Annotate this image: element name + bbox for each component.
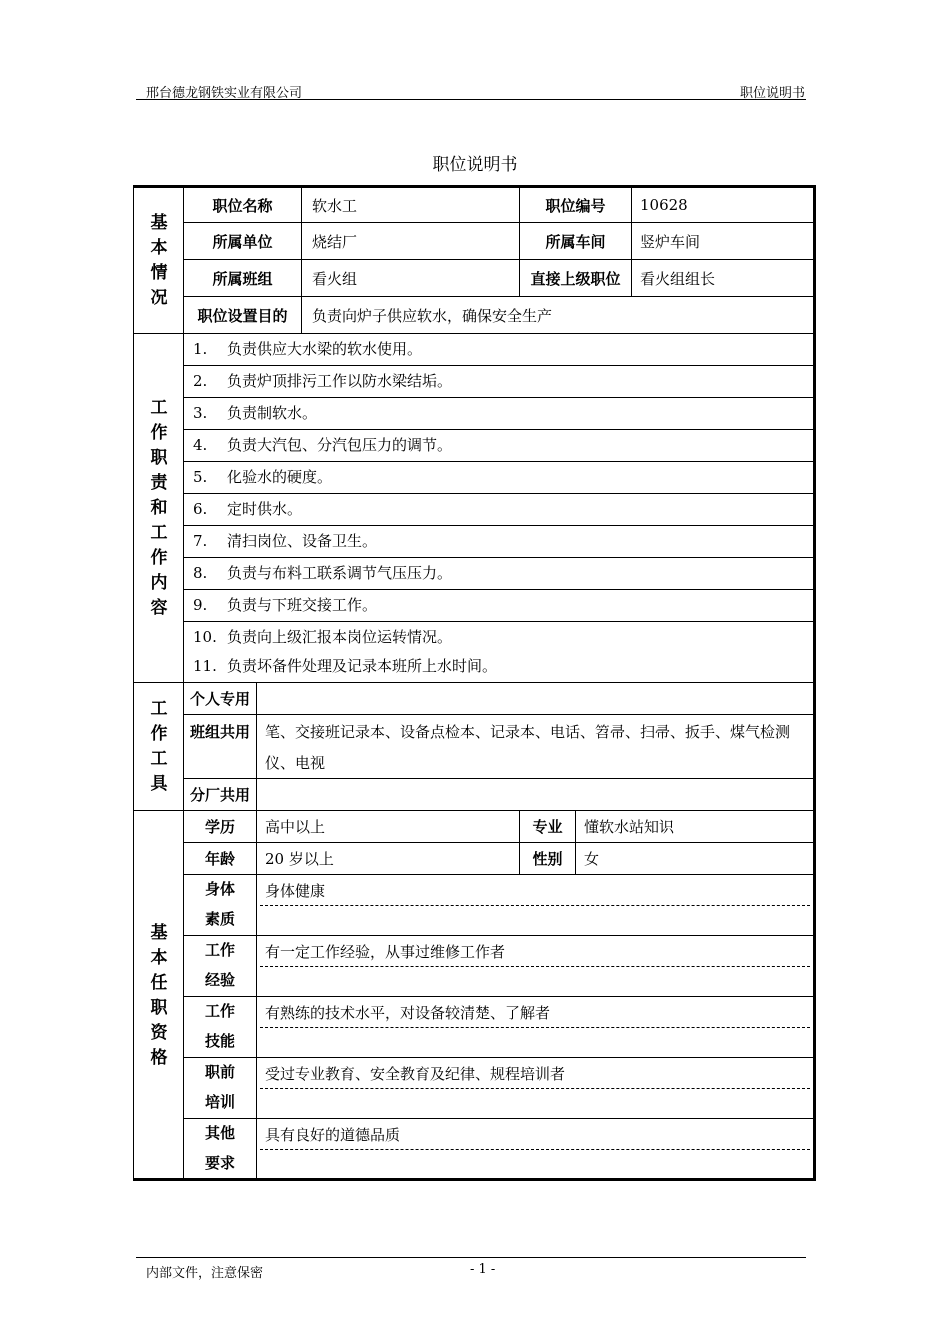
position-code: 10628 [640,196,688,214]
physical-label-1: 身体 [204,880,235,898]
duty-item: 10. 负责向上级汇报本岗位运转情况。 [193,628,453,646]
other-requirement: 具有良好的道德品质 [265,1125,401,1144]
duty-item: 8. 负责与布料工联系调节气压压力。 [193,564,453,582]
physical-label-2: 素质 [204,910,235,928]
purpose-label: 职位设置目的 [197,306,288,325]
education-label: 学历 [204,818,235,836]
tools-team-line1: 笔、交接班记录本、设备点检本、记录本、电话、笤帚、扫帚、扳手、煤气检测 [265,722,791,741]
tools-team-label: 班组共用 [189,722,250,741]
training-requirement: 受过专业教育、安全教育及纪律、规程培训者 [265,1064,566,1083]
duty-item: 5. 化验水的硬度。 [193,468,333,486]
header-rule [136,99,806,100]
superior-label: 直接上级职位 [530,269,621,288]
team: 看火组 [312,269,358,288]
skill-label-1: 工作 [204,1002,235,1020]
duty-item: 11. 负责坏备件处理及记录本班所上水时间。 [193,657,498,675]
section-basic-info: 基 本 情 况 [150,212,168,308]
footer-note: 内部文件，注意保密 [146,1266,264,1281]
purpose: 负责向炉子供应软水，确保安全生产 [312,306,553,325]
document-title: 职位说明书 [432,155,518,175]
major: 懂软水站知识 [584,818,675,836]
position-code-label: 职位编号 [545,196,606,215]
job-description-table [133,185,816,1181]
other-label-1: 其他 [204,1124,235,1142]
tools-plant-label: 分厂共用 [189,786,250,804]
duty-item: 1. 负责供应大水梁的软水使用。 [193,340,423,358]
position-name: 软水工 [312,196,358,215]
unit: 烧结厂 [312,232,358,251]
footer-rule [136,1257,806,1258]
page-number: - 1 - [470,1262,496,1277]
workshop-label: 所属车间 [545,232,606,251]
training-label-2: 培训 [204,1093,235,1111]
position-name-label: 职位名称 [212,196,273,215]
experience-requirement: 有一定工作经验，从事过维修工作者 [265,942,506,961]
skill-requirement: 有熟练的技术水平，对设备较清楚、了解者 [265,1003,551,1022]
unit-label: 所属单位 [212,232,273,251]
other-label-2: 要求 [204,1154,235,1172]
section-qualifications: 基 本 任 职 资 格 [150,923,168,1068]
duty-item: 6. 定时供水。 [193,500,303,518]
tools-team-line2: 仪、电视 [265,753,326,772]
superior: 看火组组长 [640,269,716,288]
experience-label-2: 经验 [204,971,235,989]
gender: 女 [584,850,600,868]
duty-item: 9. 负责与下班交接工作。 [193,596,378,614]
section-tools: 工 作 工 具 [150,698,168,794]
gender-label: 性别 [532,850,563,868]
age-label: 年龄 [204,850,235,868]
team-label: 所属班组 [212,269,273,288]
age: 20 岁以上 [265,850,334,868]
duty-item: 7. 清扫岗位、设备卫生。 [193,532,378,550]
physical-requirement: 身体健康 [265,881,326,900]
major-label: 专业 [532,818,563,836]
header-company: 邢台德龙钢铁实业有限公司 [146,86,303,101]
duty-item: 3. 负责制软水。 [193,404,318,422]
tools-personal-label: 个人专用 [189,690,250,708]
skill-label-2: 技能 [204,1032,235,1050]
duty-item: 2. 负责炉顶排污工作以防水梁结垢。 [193,372,453,390]
divider [134,333,814,334]
experience-label-1: 工作 [204,941,235,959]
training-label-1: 职前 [204,1063,235,1081]
education: 高中以上 [265,818,326,836]
duty-item: 4. 负责大汽包、分汽包压力的调节。 [193,436,453,454]
section-duties: 工 作 职 责 和 工 作 内 容 [150,397,168,618]
workshop: 竖炉车间 [640,232,701,251]
header-doc-type: 职位说明书 [739,86,805,101]
